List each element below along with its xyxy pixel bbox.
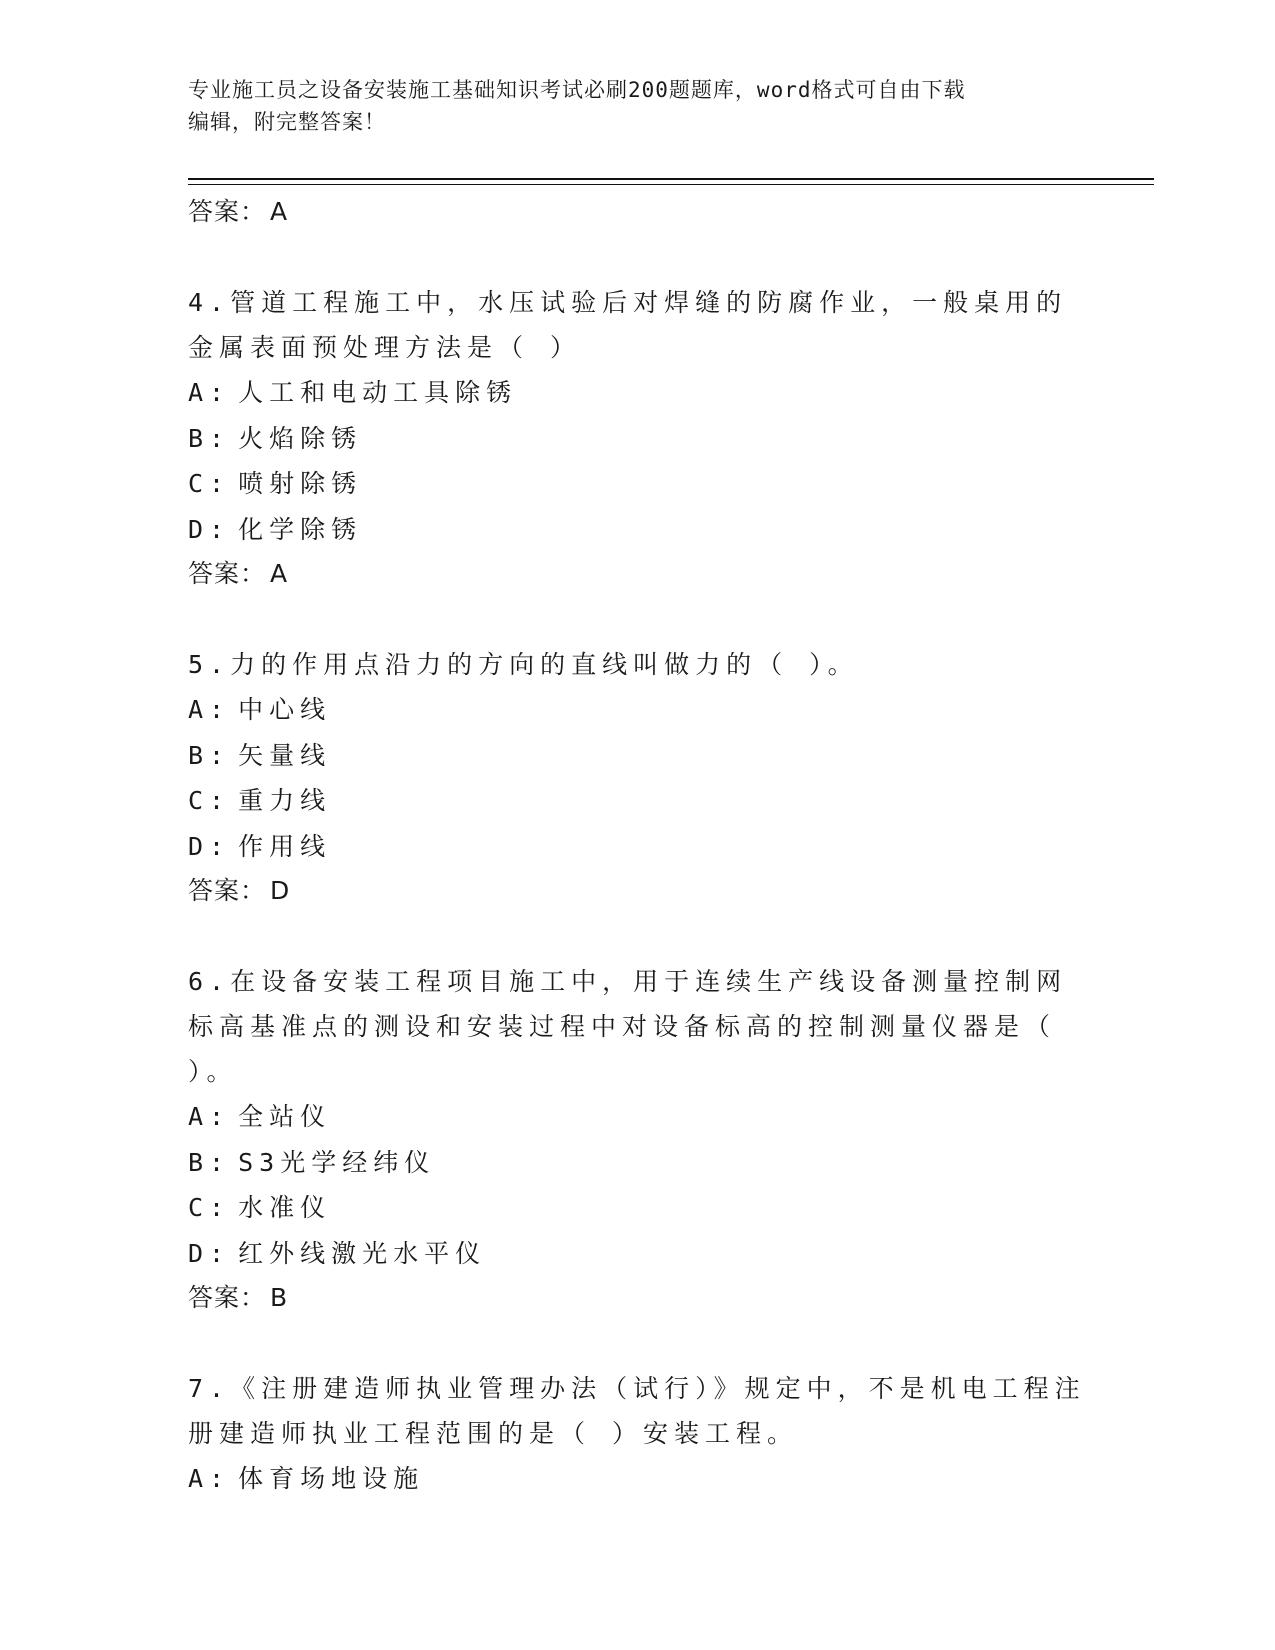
answer-label: 答案： bbox=[188, 1283, 267, 1312]
option-text: 体育场地设施 bbox=[238, 1464, 425, 1493]
answer-value: A bbox=[270, 197, 289, 226]
header-divider-thick bbox=[188, 178, 1154, 180]
question-stem: 4.管道工程施工中，水压试验后对焊缝的防腐作业，一般桌用的金属表面预处理方法是（ ） bbox=[188, 288, 1068, 362]
option-text: 红外线激光水平仪 bbox=[238, 1238, 487, 1268]
header-line-2: 编辑，附完整答案！ bbox=[188, 110, 386, 134]
question-stem: 5.力的作用点沿力的方向的直线叫做力的（ ）。 bbox=[188, 650, 859, 679]
option-key: D: bbox=[188, 514, 231, 544]
answer-line bbox=[188, 552, 1088, 596]
answer-label: 答案： bbox=[188, 197, 267, 226]
option-a bbox=[188, 687, 1088, 733]
option-text: 人工和电动工具除锈 bbox=[238, 378, 518, 407]
option-a bbox=[188, 1094, 1088, 1140]
answer-line bbox=[188, 869, 1088, 913]
option-text: 喷射除锈 bbox=[238, 469, 363, 498]
answer-value: A bbox=[270, 559, 289, 588]
question-block bbox=[188, 1366, 1088, 1502]
option-key: D: bbox=[188, 831, 231, 861]
answer-line bbox=[188, 190, 1088, 234]
option-a bbox=[188, 370, 1088, 416]
answer-value: B bbox=[270, 1283, 289, 1312]
option-c bbox=[188, 461, 1088, 507]
header-line-1: 专业施工员之设备安装施工基础知识考试必刷200题题库，word格式可自由下载 bbox=[188, 78, 966, 102]
option-key: A: bbox=[188, 1464, 231, 1493]
option-d bbox=[188, 824, 1088, 870]
option-text: 全站仪 bbox=[238, 1102, 332, 1131]
option-key: A: bbox=[188, 378, 231, 407]
option-a bbox=[188, 1456, 1088, 1502]
option-key: B: bbox=[188, 423, 231, 453]
option-c bbox=[188, 1185, 1088, 1231]
option-text: 作用线 bbox=[238, 831, 332, 861]
answer-line bbox=[188, 1276, 1088, 1320]
option-b bbox=[188, 416, 1088, 462]
header-divider-thin bbox=[188, 184, 1154, 185]
option-text: S3光学经纬仪 bbox=[238, 1147, 436, 1177]
question-stem: 7.《注册建造师执业管理办法（试行）》规定中，不是机电工程注册建造师执业工程范围的是（ ）安装工程。 bbox=[188, 1374, 1086, 1448]
answer-label: 答案： bbox=[188, 559, 267, 588]
option-c bbox=[188, 778, 1088, 824]
question-block bbox=[188, 959, 1088, 1320]
option-key: C: bbox=[188, 786, 231, 815]
option-key: A: bbox=[188, 695, 231, 724]
option-text: 矢量线 bbox=[238, 740, 332, 770]
document-header bbox=[188, 74, 1078, 138]
option-key: B: bbox=[188, 1147, 231, 1177]
option-key: C: bbox=[188, 469, 231, 498]
option-b bbox=[188, 733, 1088, 779]
option-b bbox=[188, 1140, 1088, 1186]
option-text: 中心线 bbox=[238, 695, 332, 724]
question-block bbox=[188, 280, 1088, 596]
option-text: 化学除锈 bbox=[238, 514, 363, 544]
answer-value: D bbox=[270, 876, 291, 905]
option-d bbox=[188, 507, 1088, 553]
option-key: A: bbox=[188, 1102, 231, 1131]
option-text: 水准仪 bbox=[238, 1193, 332, 1222]
question-block bbox=[188, 642, 1088, 913]
option-key: C: bbox=[188, 1193, 231, 1222]
question-stem: 6.在设备安装工程项目施工中，用于连续生产线设备测量控制网标高基准点的测设和安装过程中对设备标高的控制测量仪器是（ ）。 bbox=[188, 967, 1068, 1086]
option-key: D: bbox=[188, 1238, 231, 1268]
question-list bbox=[188, 190, 1088, 1502]
option-key: B: bbox=[188, 740, 231, 770]
option-text: 重力线 bbox=[238, 786, 332, 815]
option-d bbox=[188, 1231, 1088, 1277]
option-text: 火焰除锈 bbox=[238, 423, 363, 453]
answer-label: 答案： bbox=[188, 876, 267, 905]
